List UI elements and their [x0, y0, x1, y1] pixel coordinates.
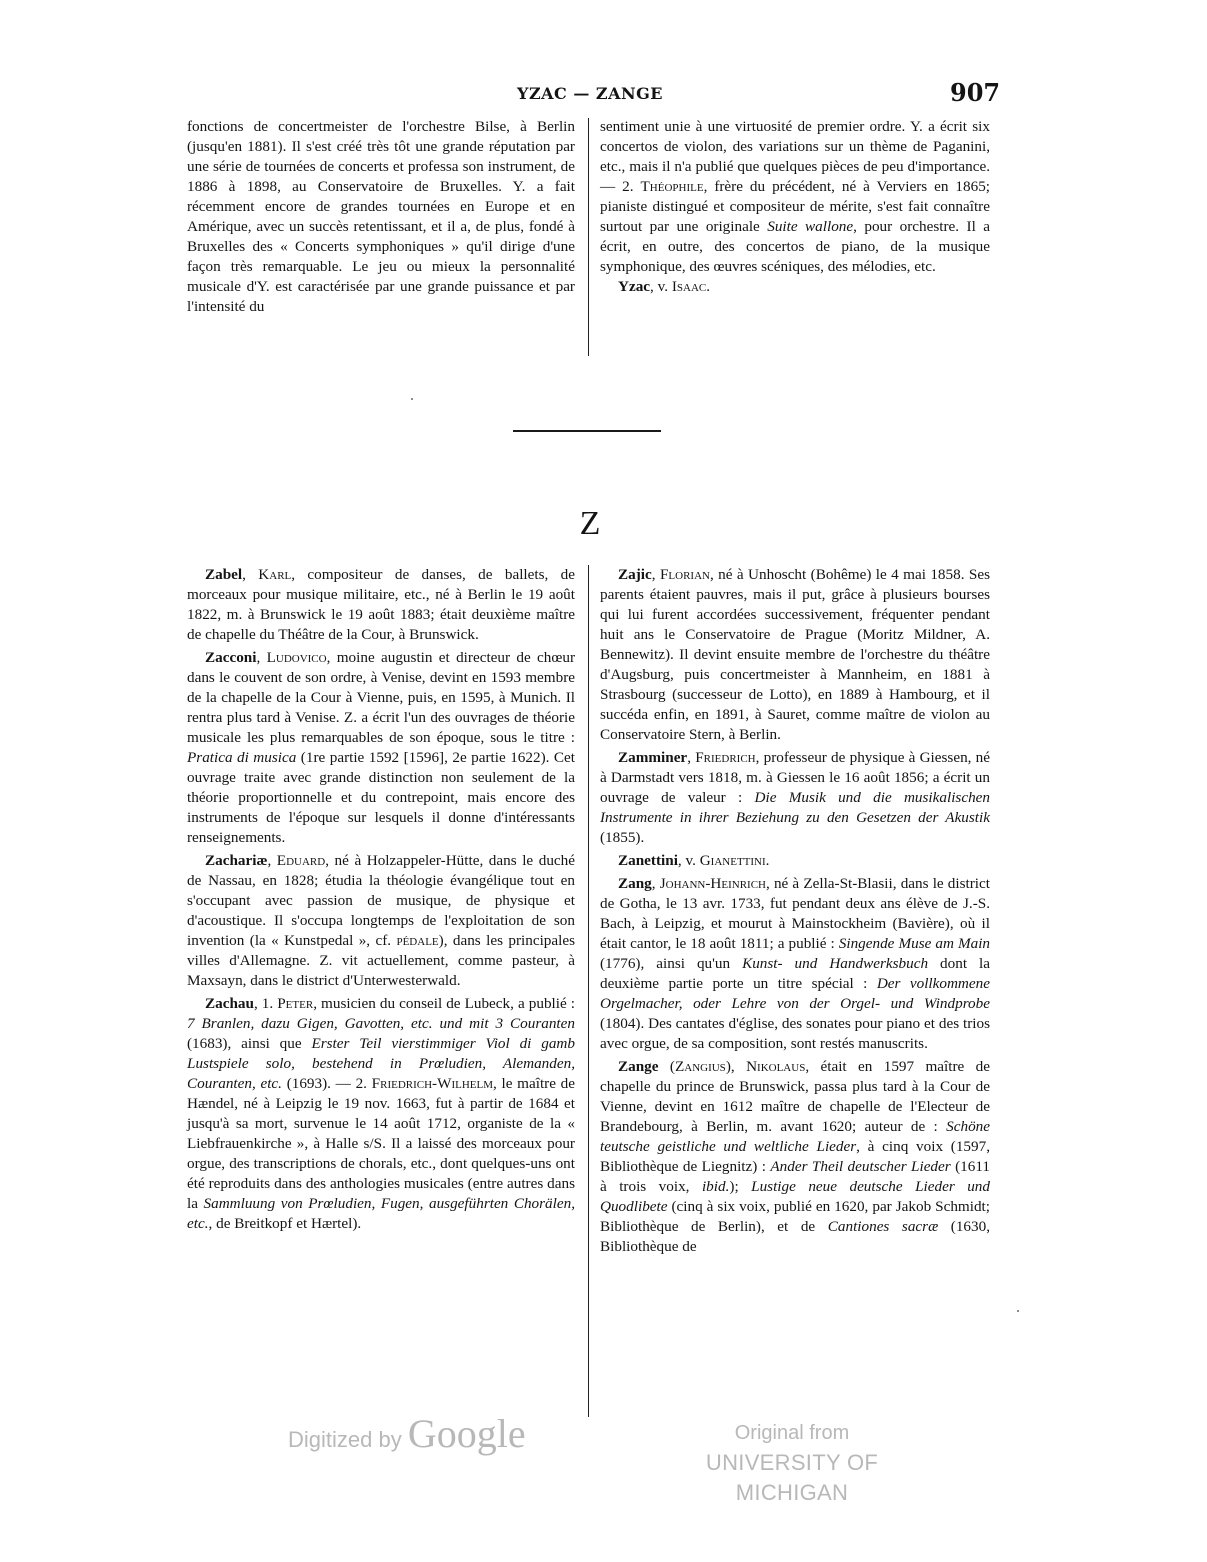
top-right-column — [600, 117, 990, 297]
section-rule — [513, 430, 661, 432]
entry-zang: Zang, Johann-Heinrich, né à Zella-St-Blasii, dans le district de Gotha, le 13 avr. 1733, fut pendant deux ans élève de J.-S. Bach, à Leipzig, et mourut à Mainstockheim (Bavière), où il était cantor, le 18 août 1811; a publié : Singende Muse am Main (1776), ainsi qu'un Kunst- und Handwerksbuch dont la deuxième partie porte un titre spécial : Der vollkommene Orgelmacher, oder Lehre von der Orgel- und Windprobe (1804). Des cantates d'église, des sonates pour piano et des trios avec orgue, de sa composition, sont restés manuscrits. — [600, 875, 991, 1052]
entry-zabel: Zabel, Karl, compositeur de danses, de ballets, de morceaux pour musique militaire, etc., né à Berlin le 19 août 1822, m. à Brunswick le 19 août 1883; était deuxième maître de chapelle du Théâtre de la Cour, à Brunswick. — [187, 566, 576, 643]
entry-yzac: Yzac, v. Isaac. — [618, 278, 711, 295]
original-from-watermark — [668, 1418, 916, 1508]
yzaye-continuation: fonctions de concertmeister de l'orchestre Bilse, à Berlin (jusqu'en 1881). Il s'est créé très tôt une grande réputation par une série de tournées de concerts et professa son instrument, de 1886 à 1898, au Conservatoire de Bruxelles. Y. a fait récemment encore de grandes tournées en Europe et en Amérique, avec un succès retentissant, et il a, de plus, fondé à Bruxelles des « Concerts symphoniques » qu'il dirige d'une façon très remarquable. Le jeu ou mieux la personnalité musicale d'Y. est caractérisée par une grande puissance et par l'intensité du — [187, 118, 575, 315]
original-from-label: Original from — [734, 1422, 850, 1444]
digitized-by-label: Digitized by — [288, 1427, 402, 1452]
entry-zacconi: Zacconi, Ludovico, moine augustin et directeur de chœur dans le couvent de son ordre, à Venise, devint en 1593 membre de la chapelle de la Cour à Vienne, puis, en 1595, à Munich. Il rentra plus tard à Venise. Z. a écrit l'un des ouvrages de théorie musicale les plus remarquables de son époque, sous le titre : Pratica di musica (1re partie 1592 [1596], 2e partie 1622). Cet ouvrage traite avec grande distinction non seulement de la théorie proportionnelle et du contrepoint, mais encore des instruments de l'époque sur lesquels il donne d'intéressants renseignements. — [187, 649, 575, 846]
entry-zanettini: Zanettini, v. Gianettini. — [618, 852, 770, 869]
running-head: YZAC — ZANGE — [517, 84, 663, 103]
entry-zachariae: Zachariæ, Eduard, né à Holzappeler-Hütte, dans le duché de Nassau, en 1828; étudia la théologie évangélique tout en s'occupant avec passion de musique, de physique et d'acoustique. Il s'occupa longtemps de l'exploitation de son invention (la « Kunstpedal », cf. pédale), dans les principales villes d'Allemagne. Z. vit actuellement, comme pasteur, à Maxsayn, dans le district d'Unterwesterwald. — [187, 852, 575, 989]
section-letter: Z — [579, 505, 601, 542]
column-rule-bottom — [588, 565, 589, 1417]
column-rule-top — [588, 118, 589, 356]
speck — [411, 398, 413, 400]
speck — [1017, 1310, 1019, 1312]
top-left-column — [187, 117, 575, 317]
bottom-right-column — [600, 565, 990, 1257]
bottom-left-column — [187, 565, 575, 1234]
university-label: UNIVERSITY OF MICHIGAN — [705, 1450, 879, 1505]
entry-zange: Zange (Zangius), Nikolaus, était en 1597 maître de chapelle du prince de Brunswick, passa plus tard à la Cour de Vienne, devint en 1612 maître de chapelle de l'Electeur de Brandebourg, à Berlin, m. avant 1620; auteur de : Schöne teutsche geistliche und weltliche Lieder, à cinq voix (1597, Bibliothèque de Liegnitz) : Ander Theil deutscher Lieder (1611 à trois voix, ibid.); Lustige neue deutsche Lieder und Quodlibete (cinq à six voix, publié en 1620, par Jakob Schmidt; Bibliothèque de Berlin), et de Cantiones sacræ (1630, Bibliothèque de — [600, 1058, 991, 1255]
page-number: 907 — [950, 78, 1001, 107]
google-logo: Google — [407, 1411, 526, 1456]
entry-zachau: Zachau, 1. Peter, musicien du conseil de Lubeck, a publié : 7 Branlen, dazu Gigen, Gavotten, etc. und mit 3 Couranten (1683), ainsi que Erster Teil vierstimmiger Viol di gamb Lustspiele solo, bestehend in Prœludien, Alemanden, Couranten, etc. (1693). — 2. Friedrich-Wilhelm, le maître de Hændel, né à Leipzig le 19 nov. 1663, fut à partir de 1684 et jusqu'à sa mort, survenue le 14 août 1712, organiste de la « Liebfrauenkirche », à Halle s/S. Il a laissé des morceaux pour orgue, des transcriptions de chorals, etc., dont quelques-uns ont été reproduits dans des anthologies musicales (entre autres dans la Sammluung von Prœludien, Fugen, ausgeführten Chorälen, etc., de Breitkopf et Hærtel). — [187, 995, 575, 1232]
entry-zajic: Zajic, Florian, né à Unhoscht (Bohême) le 4 mai 1858. Ses parents étaient pauvres, mais il put, grâce à plusieurs bourses qui lui furent accordées successivement, fréquenter pendant huit ans le Conservatoire de Prague (Moritz Mildner, A. Bennewitz). Il devint ensuite membre de l'orchestre du théâtre d'Augsburg, puis concertmeister à Mannheim, en 1881 à Strasbourg (successeur de Lotto), en 1889 à Hambourg, et il succéda enfin, en 1891, à Sauret, comme maître de violon au Conservatoire Stern, à Berlin. — [600, 566, 990, 743]
entry-zamminer: Zamminer, Friedrich, professeur de physique à Giessen, né à Darmstadt vers 1818, m. à Giessen le 16 août 1856; a écrit un ouvrage de valeur : Die Musik und die musikalischen Instrumente in ihrer Beziehung zu den Gesetzen der Akustik (1855). — [600, 749, 991, 846]
yzaye-continuation-right: sentiment unie à une virtuosité de premier ordre. Y. a écrit six concertos de violon, des variations sur un thème de Paganini, etc., mais il n'a publié que quelques pièces de peu d'importance. — 2. Théophile, frère du précédent, né à Verviers en 1865; pianiste distingué et compositeur de mérite, s'est fait connaître surtout par une originale Suite wallone, pour orchestre. Il a écrit, en outre, des concertos de piano, de la musique symphonique, des œuvres scéniques, des mélodies, etc. — [600, 118, 991, 275]
digitized-by-watermark — [288, 1410, 526, 1457]
